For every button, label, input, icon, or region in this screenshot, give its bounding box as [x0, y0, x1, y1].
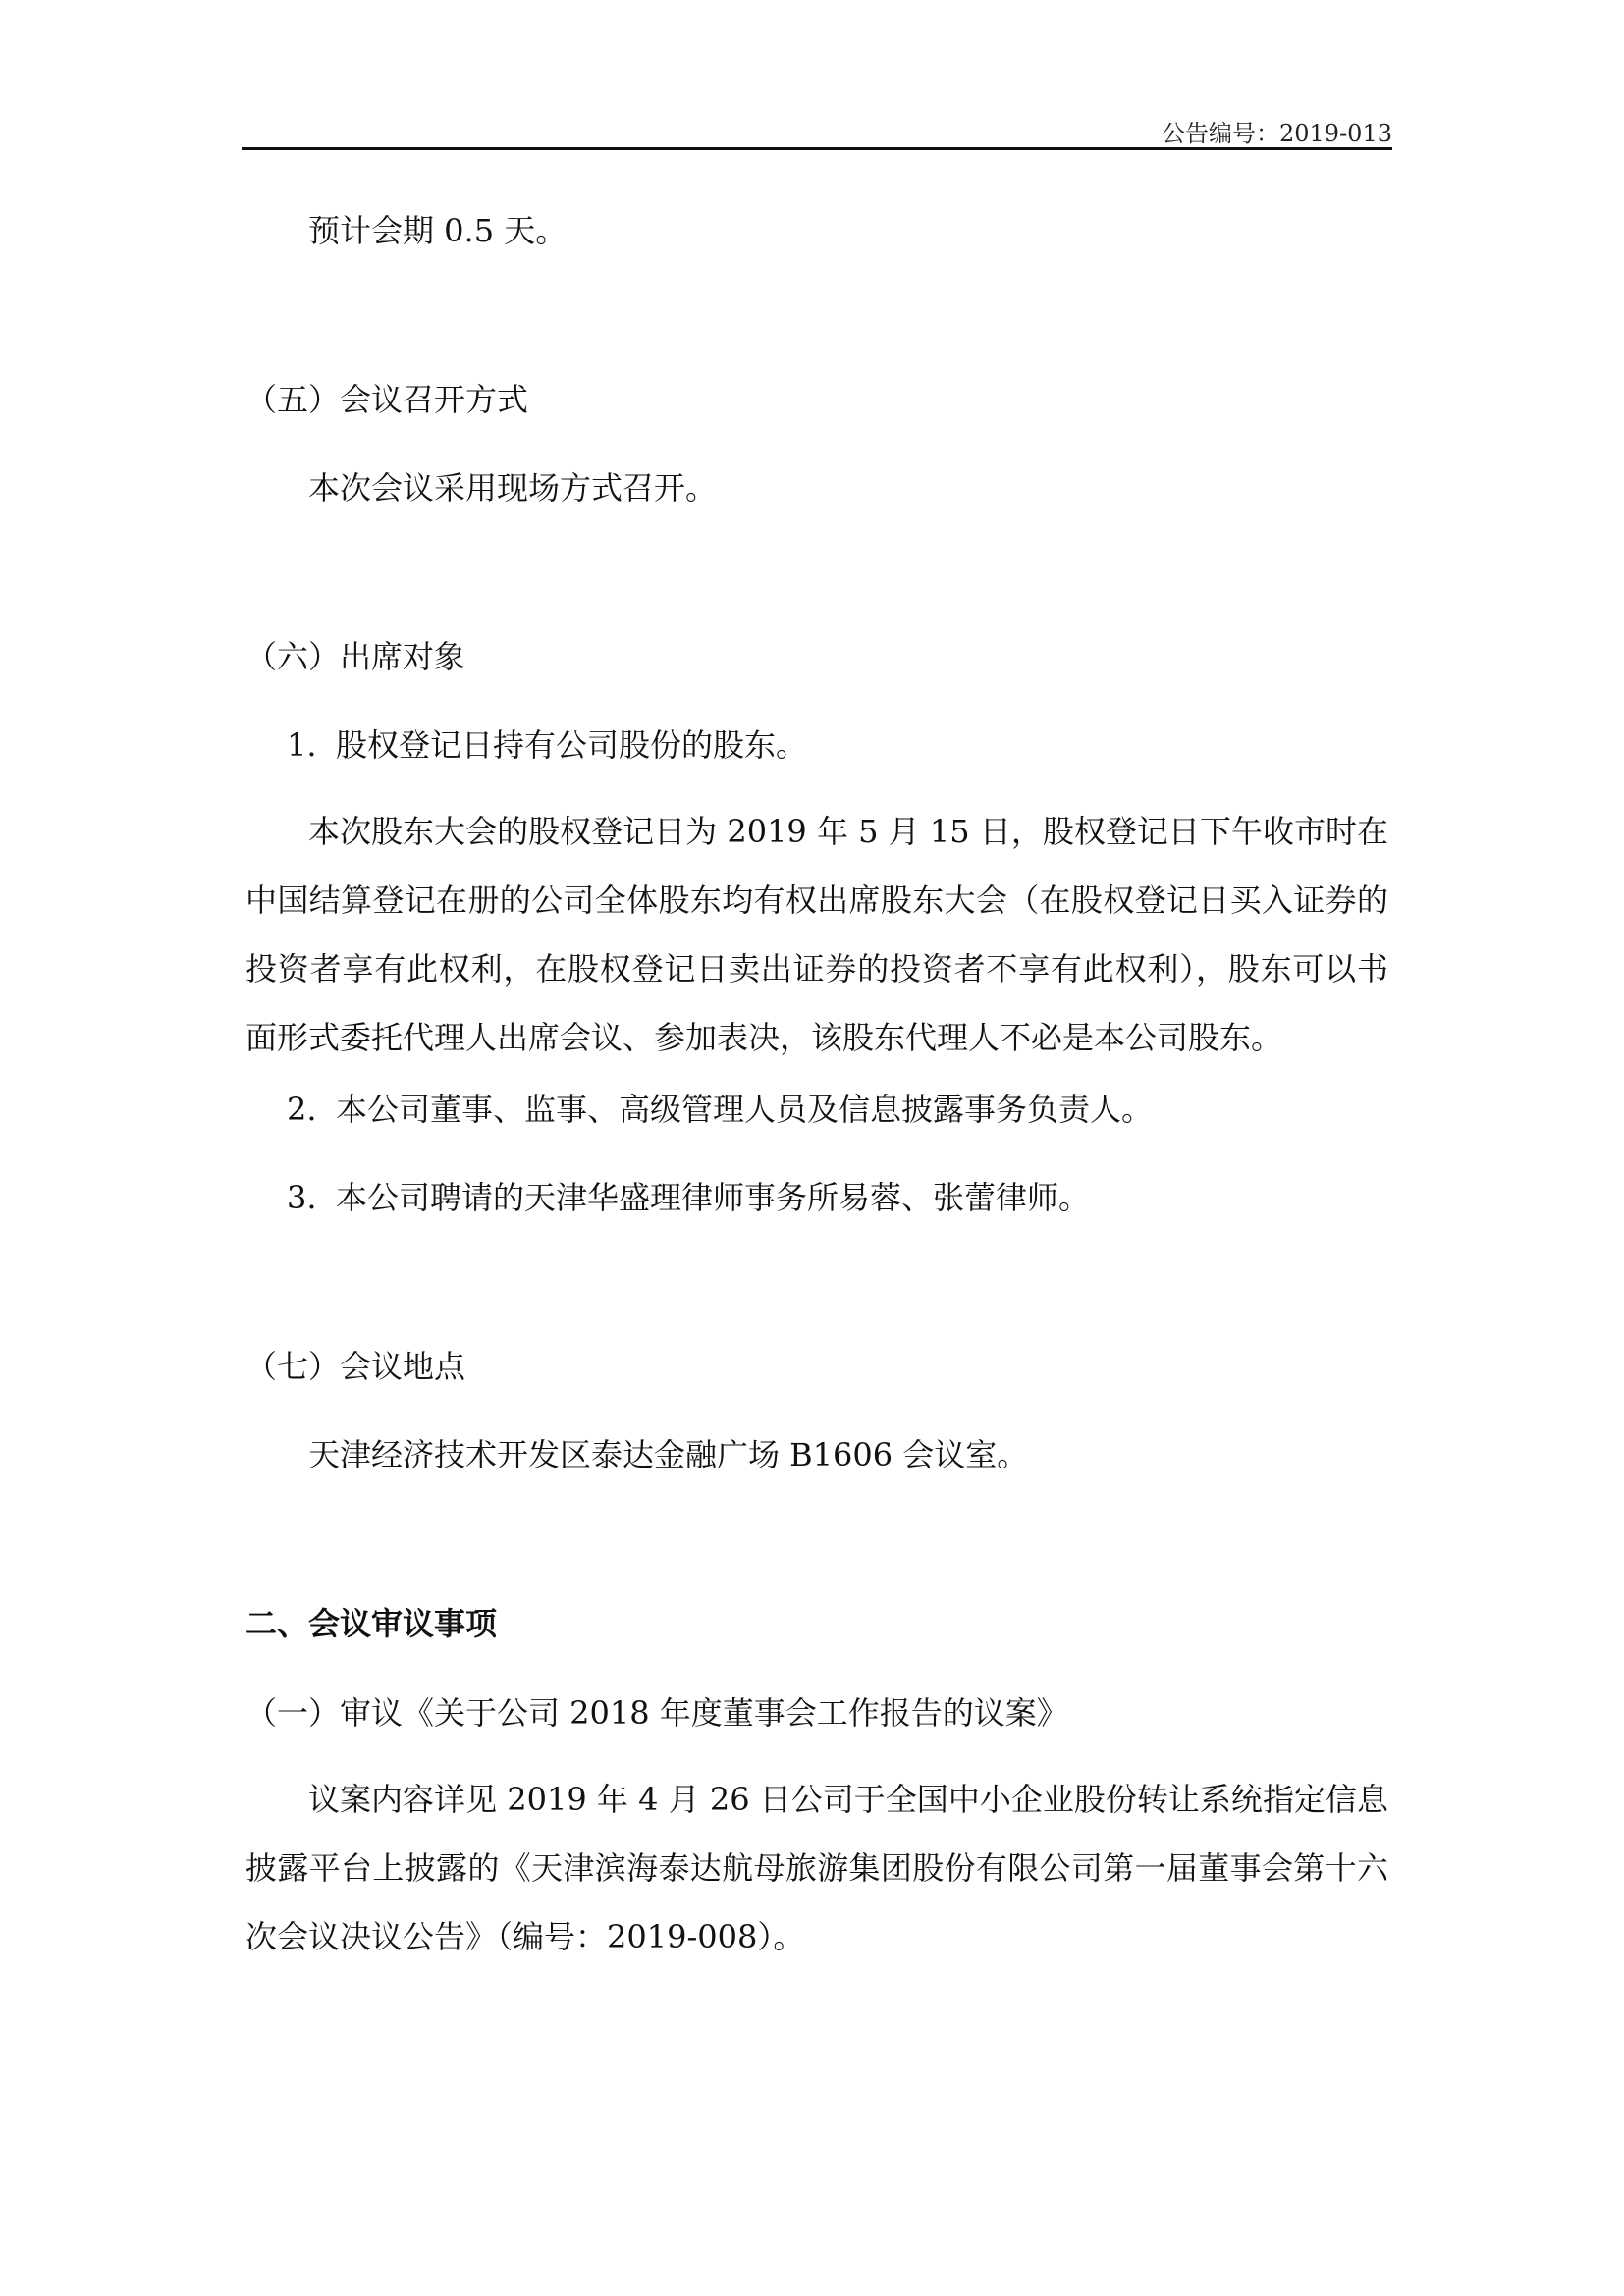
attendee-item-2 [287, 1073, 1388, 1146]
section-5-text: 本次会议采用现场方式召开。 [308, 469, 718, 507]
item-text: 本公司聘请的天津华盛理律师事务所易蓉、张蕾律师。 [336, 1179, 1091, 1216]
header-rule [242, 147, 1392, 150]
part-2-heading: 二、会议审议事项 [245, 1605, 498, 1642]
section-5-heading: （五）会议召开方式 [245, 381, 529, 418]
announcement-number: 公告编号：2019-013 [1162, 120, 1392, 147]
meeting-duration: 预计会期 0.5 天。 [308, 212, 568, 249]
attendee-item-1 [287, 709, 1388, 781]
item-number: 1. [287, 726, 317, 764]
section-6-heading: （六）出席对象 [245, 638, 466, 675]
attendee-item-3 [287, 1161, 1388, 1234]
record-date-paragraph: 本次股东大会的股权登记日为 2019 年 5 月 15 日，股权登记日下午收市时在中国结算登记在册的公司全体股东均有权出席股东大会（在股权登记日买入证券的投资者享有此权利，在股权登记日卖出证券的投资者不享有此权利），股东可以书面形式委托代理人出席会议、参加表决，该股东代理人不必是本公司股东。 [245, 813, 1388, 1056]
item-number: 2. [287, 1091, 317, 1128]
item-text: 本公司董事、监事、高级管理人员及信息披露事务负责人。 [336, 1091, 1154, 1128]
section-7-heading: （七）会议地点 [245, 1348, 466, 1385]
meeting-location: 天津经济技术开发区泰达金融广场 B1606 会议室。 [308, 1436, 1029, 1473]
item-text: 股权登记日持有公司股份的股东。 [336, 726, 808, 764]
item-number: 3. [287, 1179, 317, 1216]
motion-1-paragraph: 议案内容详见 2019 年 4 月 26 日公司于全国中小企业股份转让系统指定信息披露平台上披露的《天津滨海泰达航母旅游集团股份有限公司第一届董事会第十六次会议决议公告》（编号：2019-008）。 [245, 1781, 1388, 1955]
motion-1-heading: （一）审议《关于公司 2018 年度董事会工作报告的议案》 [245, 1694, 1068, 1732]
